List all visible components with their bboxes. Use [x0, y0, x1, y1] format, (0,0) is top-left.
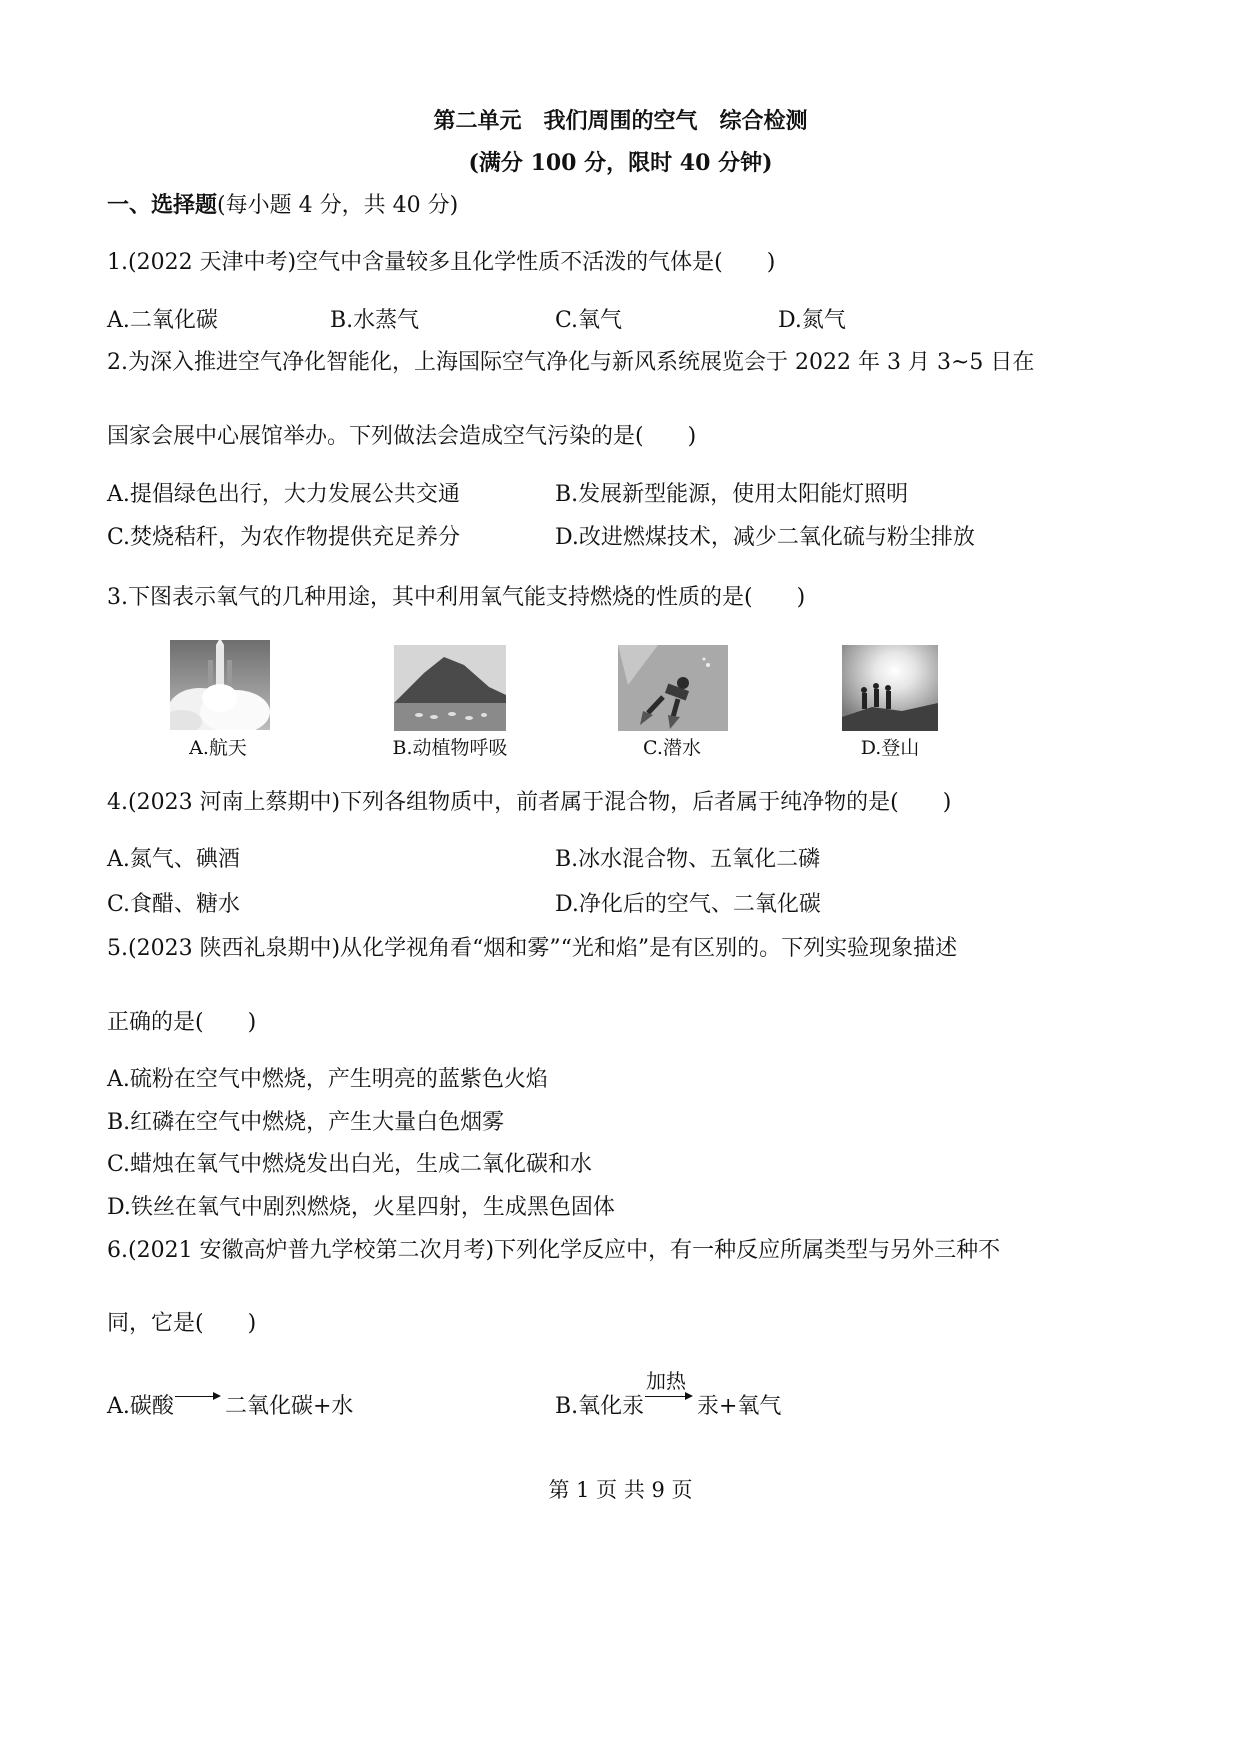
reaction-condition-b: 加热: [646, 1369, 686, 1393]
page-subtitle: (满分 100 分，限时 40 分钟): [468, 150, 773, 176]
question-2-option-b: B.发展新型能源，使用太阳能灯照明: [555, 482, 909, 507]
question-5-stem-line1: 5.(2023 陕西礼泉期中)从化学视角看“烟和雾”“光和焰”是有区别的。下列实验现象描述: [107, 936, 958, 961]
image-caption-a: A.航天: [189, 737, 247, 759]
question-6-option-b-products: 汞+氧气: [697, 1394, 782, 1419]
question-6-option-a-reactant: A.碳酸: [107, 1394, 174, 1419]
question-4-option-b: B.冰水混合物、五氧化二磷: [555, 847, 821, 872]
question-6-option-a-products: 二氧化碳+水: [225, 1394, 354, 1419]
question-6-option-b-reactant: B.氧化汞: [555, 1394, 645, 1419]
image-caption-d: D.登山: [860, 737, 920, 759]
question-2-option-a: A.提倡绿色出行，大力发展公共交通: [107, 482, 460, 507]
question-2-option-d: D.改进燃煤技术，减少二氧化硫与粉尘排放: [555, 525, 975, 550]
question-2-stem-line2: 国家会展中心展馆举办。下列做法会造成空气污染的是( ): [107, 424, 697, 449]
question-2-stem-line1: 2.为深入推进空气净化智能化，上海国际空气净化与新风系统展览会于 2022 年 3 月 3~5 日在: [107, 350, 1035, 375]
question-5-option-d: D.铁丝在氧气中剧烈燃烧，火星四射，生成黑色固体: [107, 1195, 615, 1220]
question-5-option-a: A.硫粉在空气中燃烧，产生明亮的蓝紫色火焰: [107, 1067, 548, 1092]
section-heading-title: 一、选择题: [107, 192, 218, 218]
question-1-option-c: C.氧气: [555, 308, 623, 333]
question-2-option-c: C.焚烧秸秆，为农作物提供充足养分: [107, 525, 461, 550]
question-4-option-a: A.氮气、碘酒: [107, 847, 240, 872]
image-caption-c: C.潜水: [643, 737, 701, 759]
question-3-stem: 3.下图表示氧气的几种用途，其中利用氧气能支持燃烧的性质的是( ): [107, 585, 806, 610]
question-4-stem: 4.(2023 河南上蔡期中)下列各组物质中，前者属于混合物，后者属于纯净物的是( ): [107, 790, 952, 815]
question-6-stem-line2: 同，它是( ): [107, 1311, 257, 1336]
question-5-stem-line2: 正确的是( ): [107, 1010, 257, 1035]
reaction-arrow-a: [175, 1396, 215, 1397]
mountain-climbers-image: [842, 645, 938, 731]
reaction-arrow-b: [645, 1396, 687, 1397]
section-heading: [107, 190, 458, 221]
reaction-arrowhead-b: [685, 1392, 693, 1400]
page-number: 第 1 页 共 9 页: [548, 1478, 693, 1502]
rocket-launch-image: [170, 640, 270, 730]
section-heading-note: (每小题 4 分，共 40 分): [217, 193, 459, 218]
question-1-option-d: D.氮气: [778, 308, 846, 333]
question-6-stem-line1: 6.(2021 安徽高炉普九学校第二次月考)下列化学反应中，有一种反应所属类型与另外三种不: [107, 1238, 1001, 1263]
question-5-option-c: C.蜡烛在氧气中燃烧发出白光，生成二氧化碳和水: [107, 1152, 593, 1177]
question-5-option-b: B.红磷在空气中燃烧，产生大量白色烟雾: [107, 1110, 505, 1135]
page-title: 第二单元 我们周围的空气 综合检测: [433, 108, 808, 134]
question-1-option-b: B.水蒸气: [330, 308, 420, 333]
image-caption-b: B.动植物呼吸: [392, 737, 508, 759]
reaction-arrowhead-a: [213, 1392, 221, 1400]
mountain-pasture-image: [394, 645, 506, 731]
question-4-option-c: C.食醋、糖水: [107, 892, 241, 917]
question-1-stem: 1.(2022 天津中考)空气中含量较多且化学性质不活泼的气体是( ): [107, 250, 776, 275]
scuba-diver-image: [618, 645, 728, 731]
question-4-option-d: D.净化后的空气、二氧化碳: [555, 892, 821, 917]
question-1-option-a: A.二氧化碳: [107, 308, 218, 333]
